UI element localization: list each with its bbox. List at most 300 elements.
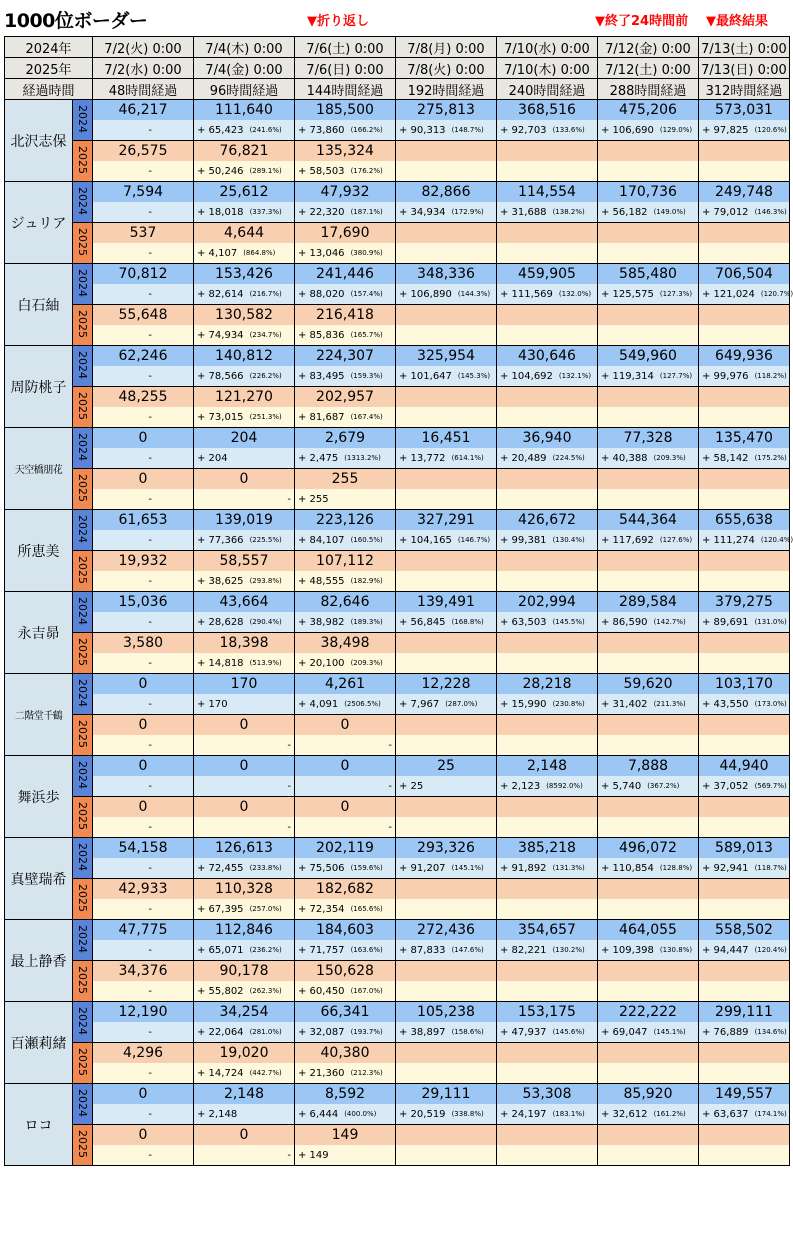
delta-cell [93, 448, 194, 469]
delta-cell [194, 1063, 295, 1084]
delta-wrap [497, 612, 597, 632]
header-cell: 240時間経過 [497, 79, 598, 100]
header-label-elapsed: 経過時間 [5, 79, 93, 100]
delta-amount: + 82,221 [500, 944, 547, 956]
value-row [5, 346, 790, 367]
delta-percent: (149.0%) [653, 208, 686, 216]
border-value-cell: 16,451 [396, 428, 497, 449]
delta-wrap [699, 1063, 789, 1083]
delta-cell [396, 776, 497, 797]
delta-cell [598, 284, 699, 305]
delta-percent: (211.3%) [653, 700, 686, 708]
border-value-cell: 153,426 [194, 264, 295, 285]
idol-name: 白石紬 [5, 264, 73, 346]
delta-cell [295, 366, 396, 387]
delta-wrap [295, 366, 395, 386]
border-value-cell: 537 [93, 223, 194, 244]
border-value-cell: 90,178 [194, 961, 295, 982]
delta-cell [295, 571, 396, 592]
header-cell: 7/13(土) 0:00 [699, 37, 790, 58]
delta-cell [396, 981, 497, 1002]
year-text: 2024 [76, 678, 89, 707]
delta-wrap [194, 120, 294, 140]
delta-wrap [93, 858, 193, 878]
delta-cell [93, 776, 194, 797]
delta-percent: (1313.2%) [344, 454, 381, 462]
delta-amount: + 73,015 [197, 411, 244, 423]
delta-amount: + 18,018 [197, 206, 244, 218]
delta-cell [396, 448, 497, 469]
delta-amount: + 2,148 [197, 1108, 238, 1120]
delta-cell [93, 530, 194, 551]
delta-cell [295, 817, 396, 838]
border-value-cell: 299,111 [699, 1002, 790, 1023]
delta-wrap [295, 1063, 395, 1083]
delta-wrap [93, 202, 193, 222]
year-label [73, 182, 93, 223]
delta-percent: (118.7%) [754, 864, 787, 872]
delta-percent: (131.3%) [552, 864, 585, 872]
delta-percent: (133.6%) [552, 126, 585, 134]
delta-amount: + 34,934 [399, 206, 446, 218]
header-cell: 7/6(日) 0:00 [295, 58, 396, 79]
border-value-cell [396, 797, 497, 818]
header-cell: 7/2(水) 0:00 [93, 58, 194, 79]
delta-row [5, 1063, 790, 1084]
delta-amount: + 24,197 [500, 1108, 547, 1120]
delta-dash: - [148, 165, 152, 177]
delta-wrap [194, 940, 294, 960]
delta-cell [598, 161, 699, 182]
delta-amount: + 50,246 [197, 165, 244, 177]
delta-cell [295, 735, 396, 756]
value-row [5, 1043, 790, 1064]
delta-wrap [699, 940, 789, 960]
delta-cell [194, 899, 295, 920]
border-value-cell: 153,175 [497, 1002, 598, 1023]
delta-cell [699, 325, 790, 346]
delta-wrap [598, 776, 698, 796]
delta-cell [497, 325, 598, 346]
delta-cell [396, 694, 497, 715]
delta-cell [194, 1022, 295, 1043]
delta-cell [699, 407, 790, 428]
delta-wrap [93, 981, 193, 1001]
year-label [73, 674, 93, 715]
year-text: 2025 [76, 391, 89, 420]
border-value-cell: 464,055 [598, 920, 699, 941]
delta-dash: - [148, 698, 152, 710]
delta-dash: - [148, 780, 152, 792]
delta-cell [497, 1145, 598, 1166]
delta-amount: + 4,091 [298, 698, 339, 710]
delta-percent: (132.0%) [558, 290, 592, 298]
delta-cell [497, 653, 598, 674]
delta-wrap [93, 1104, 193, 1124]
border-value-cell [598, 961, 699, 982]
delta-amount: + 106,690 [601, 124, 654, 136]
delta-wrap [497, 284, 597, 304]
delta-wrap [295, 571, 395, 591]
value-row [5, 674, 790, 695]
border-value-cell: 126,613 [194, 838, 295, 859]
delta-amount: + 81,687 [298, 411, 345, 423]
delta-cell [598, 448, 699, 469]
border-value-cell [699, 961, 790, 982]
delta-percent: (159.3%) [350, 372, 383, 380]
delta-cell [295, 1063, 396, 1084]
delta-wrap [93, 776, 193, 796]
border-value-cell: 0 [194, 715, 295, 736]
header-label-2025: 2025年 [5, 58, 93, 79]
delta-amount: + 21,360 [298, 1067, 345, 1079]
year-text: 2024 [76, 104, 89, 133]
border-value-cell [497, 305, 598, 326]
delta-cell [295, 1145, 396, 1166]
border-value-cell [699, 223, 790, 244]
delta-wrap [396, 1022, 496, 1042]
delta-percent: (127.3%) [659, 290, 693, 298]
delta-amount: + 94,447 [702, 944, 749, 956]
border-value-cell: 0 [93, 428, 194, 449]
delta-wrap [598, 899, 698, 919]
delta-wrap [598, 366, 698, 386]
delta-amount: + 125,575 [601, 288, 654, 300]
title-bar [0, 0, 793, 36]
delta-cell [93, 940, 194, 961]
delta-amount: + 86,590 [601, 616, 648, 628]
delta-cell [396, 489, 497, 510]
delta-cell [497, 694, 598, 715]
border-value-cell [699, 715, 790, 736]
delta-cell [699, 981, 790, 1002]
delta-dash: - [148, 411, 152, 423]
delta-wrap [598, 694, 698, 714]
delta-wrap [295, 899, 395, 919]
delta-wrap [93, 407, 193, 427]
delta-percent: (167.0%) [350, 987, 383, 995]
border-value-cell [598, 797, 699, 818]
border-value-cell: 170 [194, 674, 295, 695]
delta-row [5, 694, 790, 715]
delta-percent: (159.6%) [350, 864, 383, 872]
delta-wrap [93, 694, 193, 714]
delta-cell [699, 448, 790, 469]
border-value-cell [699, 305, 790, 326]
delta-cell [93, 899, 194, 920]
delta-cell [295, 243, 396, 264]
delta-amount: + 2,123 [500, 780, 541, 792]
delta-dash: - [148, 944, 152, 956]
delta-cell [194, 694, 295, 715]
border-value-cell [497, 1125, 598, 1146]
border-value-cell [396, 879, 497, 900]
delta-amount: + 55,802 [197, 985, 244, 997]
delta-percent: (224.5%) [552, 454, 585, 462]
border-value-cell: 0 [295, 715, 396, 736]
delta-dash: - [148, 206, 152, 218]
border-value-cell: 12,190 [93, 1002, 194, 1023]
delta-wrap [396, 694, 496, 714]
delta-wrap [295, 694, 395, 714]
delta-row [5, 366, 790, 387]
delta-cell [699, 489, 790, 510]
delta-cell [598, 243, 699, 264]
delta-wrap [194, 612, 294, 632]
delta-percent: (225.5%) [249, 536, 282, 544]
border-value-cell: 15,036 [93, 592, 194, 613]
delta-cell [93, 1145, 194, 1166]
delta-amount: + 20,519 [399, 1108, 446, 1120]
delta-wrap [93, 448, 193, 468]
border-value-cell [396, 633, 497, 654]
year-text: 2024 [76, 1006, 89, 1035]
delta-percent: (281.0%) [249, 1028, 282, 1036]
delta-dash: - [148, 903, 152, 915]
delta-wrap [194, 530, 294, 550]
delta-cell [295, 1104, 396, 1125]
border-value-cell [699, 633, 790, 654]
delta-cell [396, 899, 497, 920]
value-row [5, 633, 790, 654]
border-value-cell: 0 [93, 756, 194, 777]
delta-cell [598, 776, 699, 797]
delta-cell [194, 735, 295, 756]
delta-row [5, 489, 790, 510]
delta-amount: + 6,444 [298, 1108, 339, 1120]
delta-amount: + 32,612 [601, 1108, 648, 1120]
header-cell: 144時間経過 [295, 79, 396, 100]
delta-cell [497, 530, 598, 551]
delta-wrap [598, 243, 698, 263]
delta-wrap [194, 1145, 294, 1165]
delta-dash: - [148, 821, 152, 833]
delta-wrap [93, 653, 193, 673]
delta-cell [295, 858, 396, 879]
header-cell: 7/13(日) 0:00 [699, 58, 790, 79]
delta-percent: (230.8%) [552, 700, 585, 708]
delta-wrap [699, 530, 793, 550]
delta-wrap [194, 1022, 294, 1042]
border-value-cell [497, 961, 598, 982]
delta-amount: + 170 [197, 698, 228, 710]
delta-wrap [598, 489, 698, 509]
delta-cell [295, 448, 396, 469]
delta-amount: + 13,772 [399, 452, 446, 464]
border-value-cell: 0 [93, 674, 194, 695]
delta-percent: (165.7%) [350, 331, 383, 339]
delta-cell [598, 530, 699, 551]
delta-wrap [598, 817, 698, 837]
delta-percent: (864.8%) [243, 249, 276, 257]
border-value-cell: 135,470 [699, 428, 790, 449]
delta-wrap [598, 325, 698, 345]
idol-name: 天空橋朋花 [5, 428, 73, 510]
delta-dash: - [287, 780, 291, 792]
delta-amount: + 38,897 [399, 1026, 446, 1038]
delta-wrap [598, 407, 698, 427]
delta-cell [497, 776, 598, 797]
delta-cell [396, 325, 497, 346]
delta-wrap [93, 1063, 193, 1083]
border-value-cell: 368,516 [497, 100, 598, 121]
delta-wrap [194, 817, 294, 837]
idol-name: ロコ [5, 1084, 73, 1166]
year-label [73, 797, 93, 838]
delta-percent: (120.4%) [760, 536, 793, 544]
value-row [5, 182, 790, 203]
delta-amount: + 56,182 [601, 206, 648, 218]
delta-amount: + 91,207 [399, 862, 446, 874]
delta-percent: (145.1%) [451, 864, 484, 872]
delta-wrap [699, 776, 789, 796]
idol-name: 真壁瑞希 [5, 838, 73, 920]
delta-wrap [497, 858, 597, 878]
border-value-cell: 18,398 [194, 633, 295, 654]
border-value-cell: 58,557 [194, 551, 295, 572]
border-value-cell: 82,866 [396, 182, 497, 203]
delta-amount: + 63,503 [500, 616, 547, 628]
delta-wrap [93, 489, 193, 509]
delta-percent: (182.9%) [350, 577, 383, 585]
border-value-cell: 43,664 [194, 592, 295, 613]
delta-percent: (187.1%) [350, 208, 383, 216]
delta-wrap [194, 161, 294, 181]
delta-percent: (216.7%) [249, 290, 282, 298]
delta-cell [598, 735, 699, 756]
delta-percent: (148.7%) [451, 126, 484, 134]
delta-wrap [699, 899, 789, 919]
delta-wrap [295, 981, 395, 1001]
delta-percent: (569.7%) [754, 782, 787, 790]
delta-wrap [396, 735, 496, 755]
delta-cell [396, 366, 497, 387]
delta-wrap [93, 366, 193, 386]
border-value-cell: 85,920 [598, 1084, 699, 1105]
delta-wrap [194, 858, 294, 878]
value-row [5, 756, 790, 777]
delta-wrap [497, 120, 597, 140]
delta-percent: (262.3%) [249, 987, 282, 995]
delta-percent: (127.6%) [659, 536, 693, 544]
border-value-cell: 272,436 [396, 920, 497, 941]
delta-percent: (160.5%) [350, 536, 383, 544]
border-value-cell: 0 [93, 469, 194, 490]
delta-wrap [194, 407, 294, 427]
year-label [73, 715, 93, 756]
delta-wrap [598, 940, 698, 960]
delta-wrap [497, 202, 597, 222]
delta-dash: - [287, 821, 291, 833]
delta-wrap [295, 776, 395, 796]
delta-wrap [699, 243, 789, 263]
value-row [5, 715, 790, 736]
delta-wrap [598, 284, 698, 304]
border-value-cell: 202,957 [295, 387, 396, 408]
delta-cell [93, 735, 194, 756]
delta-percent: (118.2%) [754, 372, 787, 380]
delta-cell [93, 243, 194, 264]
delta-percent: (158.6%) [451, 1028, 484, 1036]
delta-dash: - [148, 862, 152, 874]
delta-cell [497, 243, 598, 264]
delta-wrap [699, 817, 789, 837]
delta-dash: - [148, 616, 152, 628]
border-value-cell: 170,736 [598, 182, 699, 203]
delta-amount: + 101,647 [399, 370, 452, 382]
border-value-cell: 459,905 [497, 264, 598, 285]
delta-percent: (145.5%) [552, 618, 585, 626]
delta-amount: + 14,818 [197, 657, 244, 669]
marker-turnaround: ▼折り返し [307, 14, 369, 29]
delta-percent: (132.1%) [558, 372, 592, 380]
delta-wrap [194, 202, 294, 222]
border-value-cell [699, 387, 790, 408]
border-value-cell [699, 797, 790, 818]
delta-amount: + 31,402 [601, 698, 648, 710]
year-text: 2025 [76, 801, 89, 830]
delta-cell [93, 161, 194, 182]
year-text: 2025 [76, 1047, 89, 1076]
delta-cell [497, 612, 598, 633]
border-value-cell: 130,582 [194, 305, 295, 326]
delta-row [5, 202, 790, 223]
border-value-cell: 0 [194, 756, 295, 777]
border-value-cell: 44,940 [699, 756, 790, 777]
border-value-cell: 354,657 [497, 920, 598, 941]
border-value-cell [497, 469, 598, 490]
delta-dash: - [148, 124, 152, 136]
delta-cell [598, 940, 699, 961]
delta-wrap [699, 735, 789, 755]
border-value-cell [598, 387, 699, 408]
delta-cell [93, 1104, 194, 1125]
delta-wrap [194, 899, 294, 919]
border-value-cell: 140,812 [194, 346, 295, 367]
delta-percent: (120.4%) [754, 946, 787, 954]
border-value-cell: 544,364 [598, 510, 699, 531]
border-value-cell: 216,418 [295, 305, 396, 326]
delta-amount: + 121,024 [702, 288, 755, 300]
delta-wrap [396, 120, 496, 140]
delta-cell [497, 161, 598, 182]
border-value-cell [396, 715, 497, 736]
delta-wrap [295, 243, 395, 263]
idol-name: ジュリア [5, 182, 73, 264]
value-row [5, 469, 790, 490]
delta-cell [396, 120, 497, 141]
delta-wrap [699, 120, 789, 140]
delta-wrap [497, 981, 597, 1001]
delta-wrap [699, 202, 789, 222]
delta-row [5, 530, 790, 551]
delta-wrap [699, 653, 789, 673]
delta-wrap [497, 776, 597, 796]
delta-row [5, 776, 790, 797]
border-value-cell: 46,217 [93, 100, 194, 121]
delta-wrap [194, 571, 294, 591]
border-value-cell [396, 141, 497, 162]
border-value-cell: 289,584 [598, 592, 699, 613]
border-value-cell: 19,932 [93, 551, 194, 572]
border-value-cell [497, 715, 598, 736]
delta-wrap [598, 735, 698, 755]
border-value-cell: 327,291 [396, 510, 497, 531]
delta-wrap [93, 325, 193, 345]
delta-cell [194, 776, 295, 797]
delta-amount: + 65,071 [197, 944, 244, 956]
delta-cell [93, 981, 194, 1002]
